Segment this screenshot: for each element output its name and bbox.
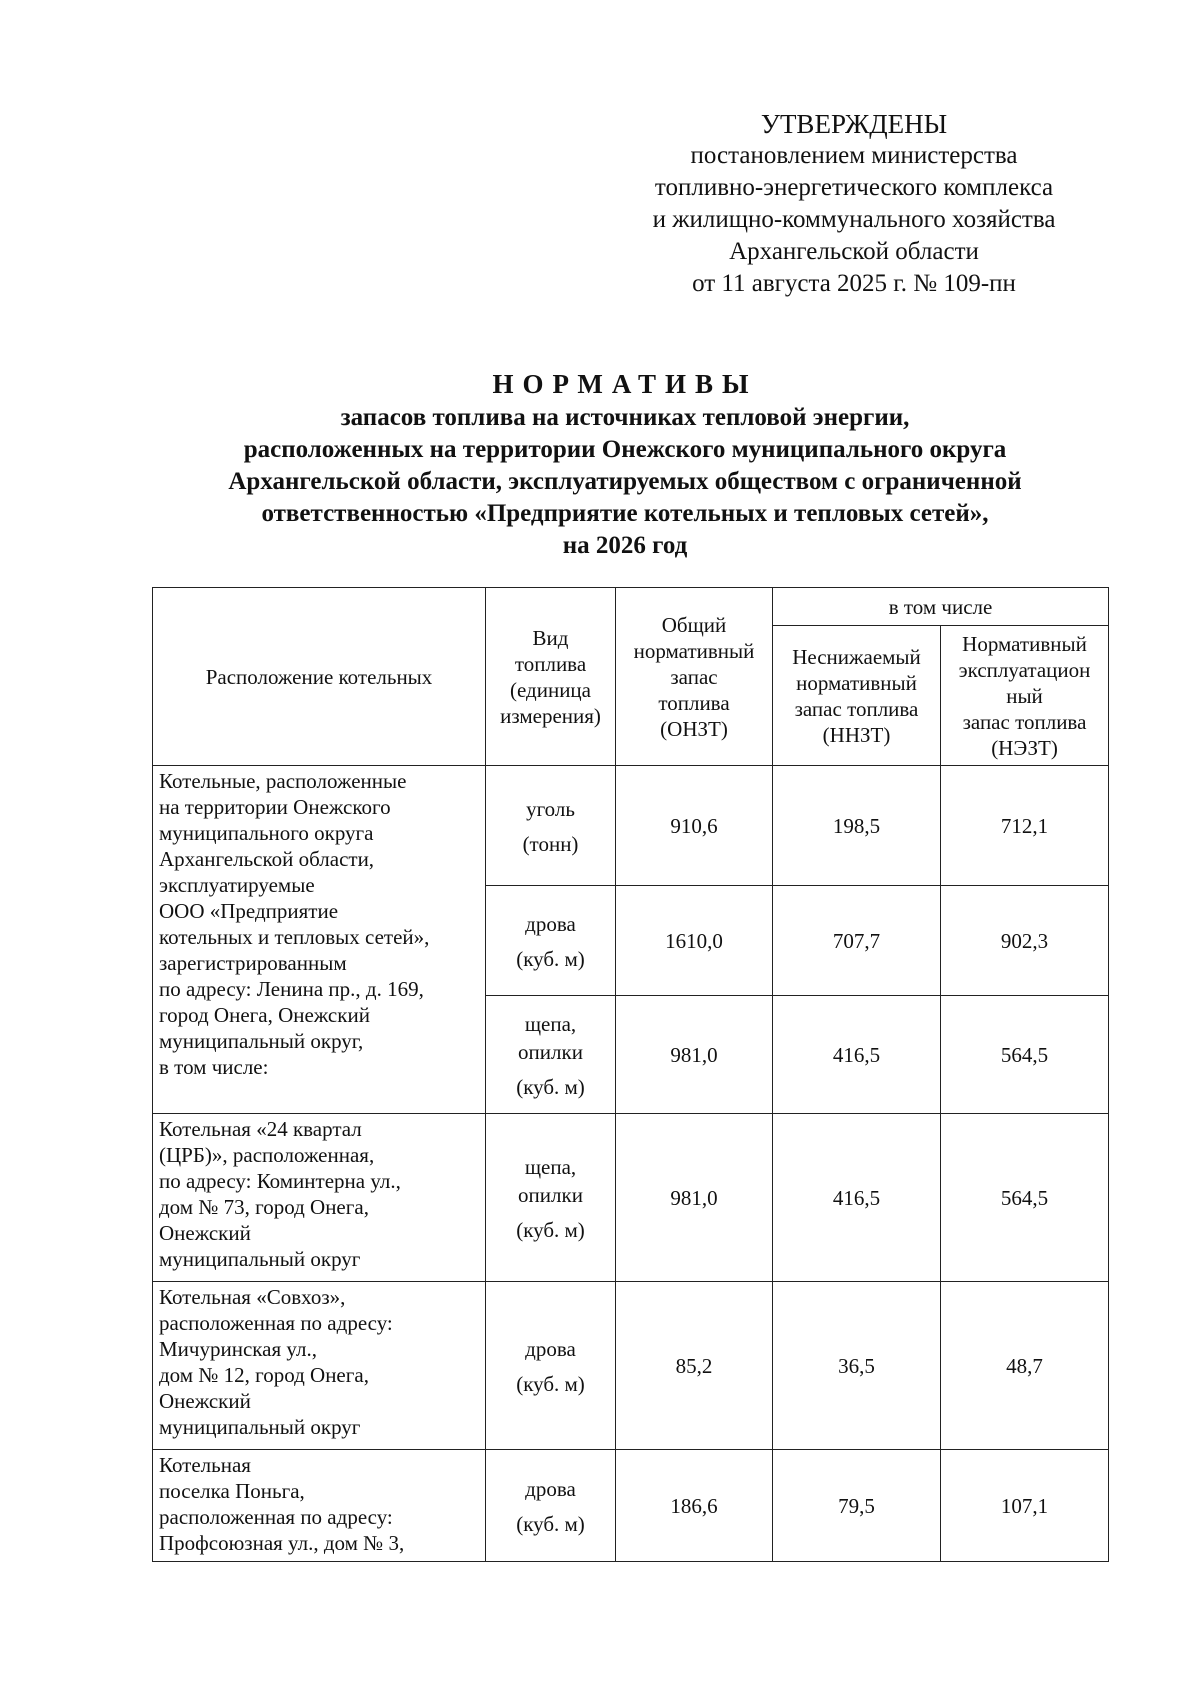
table-row xyxy=(153,1282,1109,1450)
nnzt-cell: 198,5 xyxy=(773,766,941,886)
nnzt-cell: 79,5 xyxy=(773,1450,941,1562)
fuel-cell: дрова (куб. м) xyxy=(486,1450,616,1562)
nnzt-cell: 707,7 xyxy=(773,886,941,996)
norms-table xyxy=(152,587,1109,1562)
total-cell: 1610,0 xyxy=(616,886,773,996)
total-cell: 981,0 xyxy=(616,1114,773,1282)
header-nezt: Нормативный эксплуатацион ный запас топлива (НЭЗТ) xyxy=(941,626,1109,766)
location-cell: Котельные, расположенные на территории Онежского муниципального округа Архангельской области, эксплуатируемые ООО «Предприятие котельных и тепловых сетей», зарегистрированным по адресу: Ленина пр., д. 169, город Онега, Онежский муниципальный округ, в том числе: xyxy=(153,766,486,1114)
fuel-cell: дрова (куб. м) xyxy=(486,1282,616,1450)
title-line: расположенных на территории Онежского муниципального округа xyxy=(243,436,1007,463)
total-cell: 910,6 xyxy=(616,766,773,886)
nnzt-cell: 416,5 xyxy=(773,996,941,1114)
document-title xyxy=(150,368,1100,562)
nezt-cell: 564,5 xyxy=(941,996,1109,1114)
fuel-cell: уголь (тонн) xyxy=(486,766,616,886)
nezt-cell: 564,5 xyxy=(941,1114,1109,1282)
title-line: запасов топлива на источниках тепловой энергии, xyxy=(340,404,910,431)
total-cell: 85,2 xyxy=(616,1282,773,1450)
table-row xyxy=(153,1450,1109,1562)
nezt-cell: 902,3 xyxy=(941,886,1109,996)
approval-heading: УТВЕРЖДЕНЫ xyxy=(760,109,948,139)
fuel-cell: щепа, опилки (куб. м) xyxy=(486,1114,616,1282)
fuel-cell: щепа, опилки (куб. м) xyxy=(486,996,616,1114)
nezt-cell: 48,7 xyxy=(941,1282,1109,1450)
nnzt-cell: 416,5 xyxy=(773,1114,941,1282)
title-line: ответственностью «Предприятие котельных и тепловых сетей», xyxy=(261,500,989,527)
table-row xyxy=(153,766,1109,886)
location-cell: Котельная «Совхоз», расположенная по адресу: Мичуринская ул., дом № 12, город Онега, Онежский муниципальный округ xyxy=(153,1282,486,1450)
fuel-cell: дрова (куб. м) xyxy=(486,886,616,996)
approval-line: постановлением министерства xyxy=(690,142,1018,169)
header-including: в том числе xyxy=(773,588,1109,626)
approval-line: топливно-энергетического комплекса xyxy=(654,174,1054,201)
title-line: на 2026 год xyxy=(562,532,688,559)
approval-line: и жилищно-коммунального хозяйства xyxy=(652,206,1056,233)
header-total-onzt: Общий нормативный запас топлива (ОНЗТ) xyxy=(616,588,773,766)
approval-line: Архангельской области xyxy=(729,238,979,265)
header-location: Расположение котельных xyxy=(153,588,486,766)
total-cell: 981,0 xyxy=(616,996,773,1114)
header-nnzt: Неснижаемый нормативный запас топлива (ННЗТ) xyxy=(773,626,941,766)
nezt-cell: 107,1 xyxy=(941,1450,1109,1562)
header-fuel-type: Вид топлива (единица измерения) xyxy=(486,588,616,766)
nezt-cell: 712,1 xyxy=(941,766,1109,886)
approval-date-line: от 11 августа 2025 г. № 109-пн xyxy=(692,270,1016,297)
title-line: Архангельской области, эксплуатируемых обществом с ограниченной xyxy=(228,468,1022,495)
title-main: НОРМАТИВЫ xyxy=(492,369,758,399)
table-row xyxy=(153,1114,1109,1282)
total-cell: 186,6 xyxy=(616,1450,773,1562)
location-cell: Котельная «24 квартал (ЦРБ)», расположенная, по адресу: Коминтерна ул., дом № 73, город Онега, Онежский муниципальный округ xyxy=(153,1114,486,1282)
approval-block xyxy=(600,108,1108,300)
nnzt-cell: 36,5 xyxy=(773,1282,941,1450)
location-cell: Котельная поселка Поньга, расположенная по адресу: Профсоюзная ул., дом № 3, xyxy=(153,1450,486,1562)
